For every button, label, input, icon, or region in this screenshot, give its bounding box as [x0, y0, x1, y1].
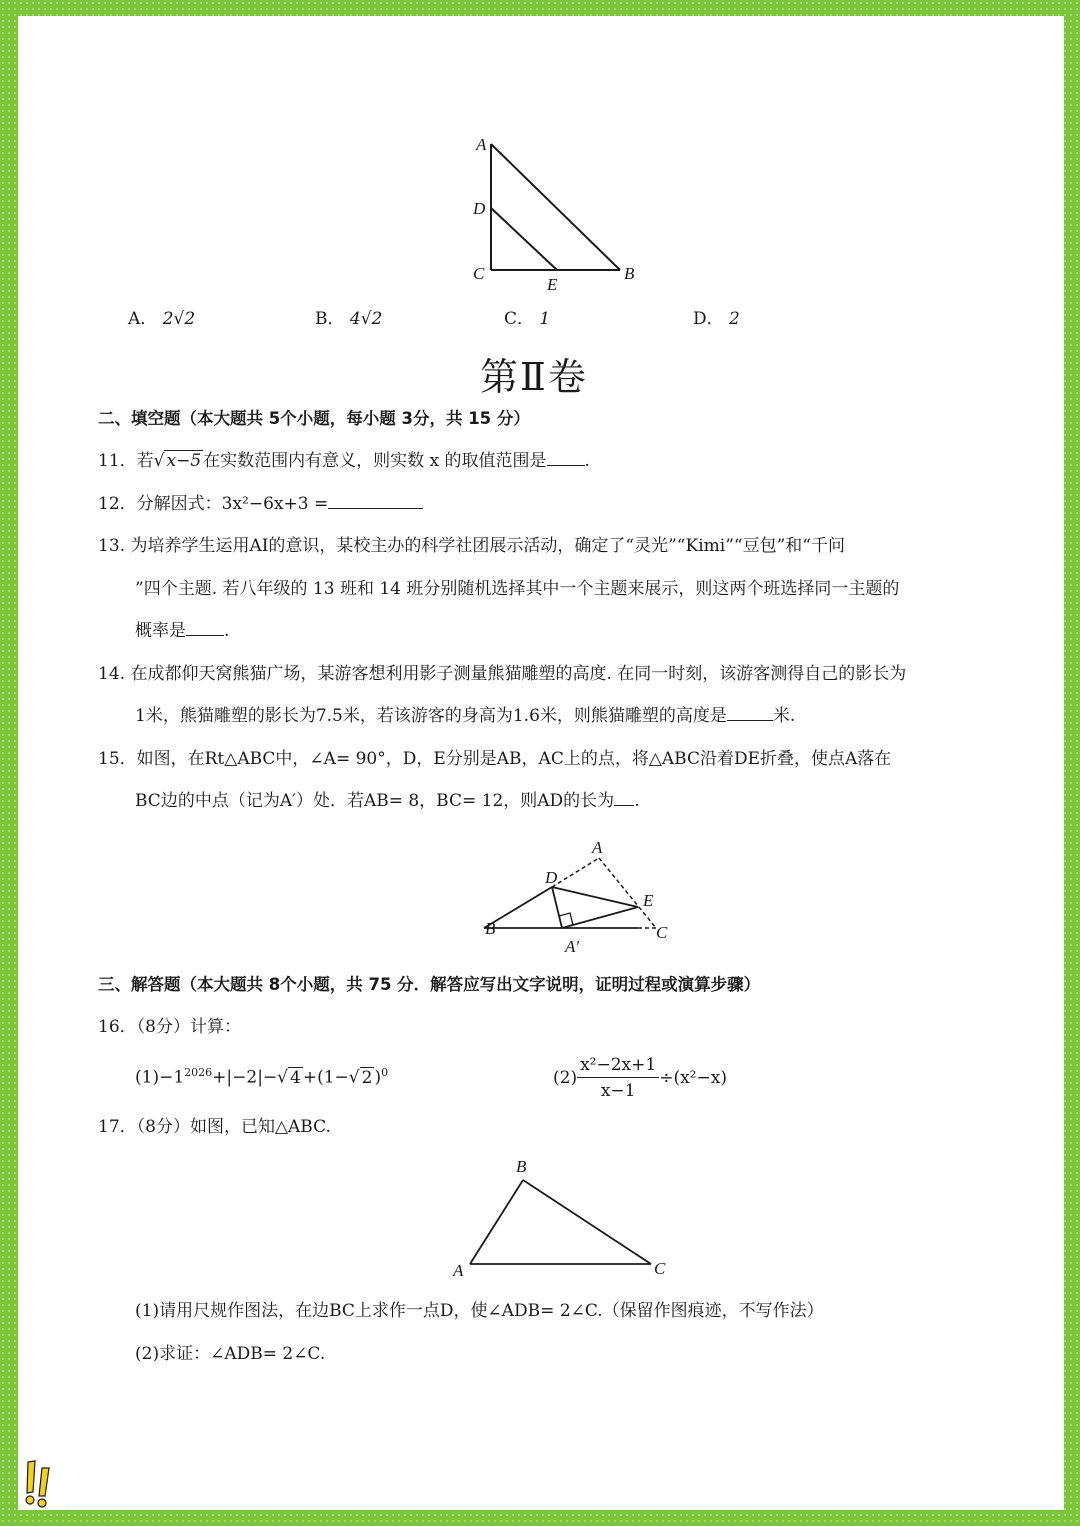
q16-part1-sqrt4-radicand: 4 [290, 1067, 301, 1088]
q10-segment-DE [491, 208, 557, 270]
q16-part1-exponent: 2026 [184, 1066, 213, 1079]
q15-end: . [634, 791, 640, 811]
q16-part1-sqrt2: √ 2 [348, 1067, 373, 1088]
q11-end: . [584, 451, 590, 471]
q16-part2 [553, 1055, 727, 1101]
q15-line1: 15．如图，在Rt△ABC中，∠A= 90°，D，E分别是AB，AC上的点，将△ABC沿着DE折叠，使点A落在 [98, 749, 892, 769]
q16-part2-denominator: x−1 [600, 1081, 636, 1101]
q10-option-d-value: 2 [729, 309, 740, 329]
q13-end: . [224, 621, 230, 641]
q10-label-B: B [624, 264, 635, 283]
q14-line2-text: 1米，熊猫雕塑的影长为7.5米，若该游客的身高为1.6米，则熊猫雕塑的高度是 [135, 706, 727, 726]
q16-part2-prefix: (2) [553, 1068, 578, 1088]
q10-option-c-value: 1 [539, 309, 551, 329]
q11-post: 在实数范围内有意义，则实数 x 的取值范围是 [203, 451, 547, 471]
q14-answer-blank[interactable] [727, 718, 773, 721]
q14-line1: 14. 在成都仰天窝熊猫广场，某游客想利用影子测量熊猫雕塑的高度. 在同一时刻，该游客测得自己的影长为 [98, 664, 907, 684]
q10-option-c-letter: C． [504, 309, 535, 329]
q10-figure [468, 134, 668, 314]
q15-label-C: C [656, 923, 668, 942]
q10-label-C: C [473, 264, 485, 283]
q16-part1-sqrt4: √ 4 [277, 1067, 301, 1088]
q15-label-B: B [485, 919, 496, 938]
q17-segment-AB [470, 1180, 523, 1264]
corner-exclaim-icon [22, 1458, 62, 1508]
q16-part1-abs: +|−2|− [212, 1067, 278, 1088]
q10-option-a-letter: A． [128, 309, 158, 329]
q15-line2 [135, 793, 640, 810]
q16-stem: 16．（8分）计算： [98, 1017, 241, 1037]
q10-option-c [504, 311, 550, 328]
q10-option-d [693, 311, 740, 328]
q17-label-B: B [516, 1157, 527, 1176]
q10-option-b-value: 4√2 [349, 309, 383, 329]
q10-option-a [128, 311, 195, 328]
q13-answer-blank[interactable] [186, 633, 224, 636]
q11-pre: 若 [136, 451, 154, 471]
q10-label-A: A [476, 135, 487, 154]
section3-heading: 三、解答题（本大题共 8个小题，共 75 分．解答应写出文字说明，证明过程或演算步骤） [98, 975, 761, 994]
q15-line2-text: BC边的中点（记为A′）处．若AB= 8，BC= 12，则AD的长为 [135, 791, 615, 811]
q10-segment-AB [491, 144, 620, 270]
q17-stem: 17．（8分）如图，已知△ABC. [98, 1117, 331, 1137]
q14-line2 [135, 708, 795, 725]
q10-option-a-value: 2√2 [162, 309, 196, 329]
q16-part2-rest: ÷(x²−x) [659, 1068, 727, 1088]
q13-line3 [135, 623, 229, 640]
q14-end: 米. [772, 706, 796, 726]
q11-radicand: x−5 [166, 451, 202, 471]
q10-option-b [315, 311, 382, 328]
q16-part1-prefix: (1) [135, 1067, 160, 1088]
q13-line1: 13. 为培养学生运用AI的意识，某校主办的科学社团展示活动，确定了“灵光”“Kimi”“豆包”和“千问 [98, 536, 845, 556]
q15-segment-DE [552, 887, 638, 907]
q15-label-A: A [592, 838, 603, 857]
q10-label-D: D [473, 199, 486, 218]
q11-number: 11． [98, 451, 137, 471]
q13-line2: ”四个主题. 若八年级的 13 班和 14 班分别随机选择其中一个主题来展示，则这两个班选择同一主题的 [135, 579, 900, 599]
q16-part1-exponent-zero: 0 [381, 1066, 389, 1079]
q17-part1: (1)请用尺规作图法，在边BC上求作一点D，使∠ADB= 2∠C.（保留作图痕迹，不写作法） [135, 1301, 824, 1321]
q15-label-D: D [545, 868, 558, 887]
q16-part1-term1: −1 [159, 1067, 185, 1088]
q17-figure [448, 1154, 688, 1284]
exam-page [18, 16, 1064, 1510]
q12-answer-blank[interactable] [328, 506, 423, 509]
q15-label-A-prime: A′ [565, 937, 580, 954]
q15-dashed-DA [552, 858, 599, 887]
q16-part2-fraction [577, 1055, 659, 1101]
q15-segment-DA1 [552, 887, 562, 928]
q10-option-b-letter: B． [315, 309, 345, 329]
section2-heading: 二、填空题（本大题共 5个小题，每小题 3分，共 15 分） [98, 409, 530, 428]
q11-sqrt: √ x−5 [153, 451, 202, 471]
q10-label-E: E [547, 275, 558, 294]
q11-answer-blank[interactable] [547, 463, 585, 466]
q17-label-A: A [453, 1261, 464, 1280]
q10-option-d-letter: D． [693, 309, 724, 329]
q16-part1-paren: +(1− [302, 1067, 349, 1088]
q16-part1-close: ) [374, 1067, 382, 1088]
q15-answer-blank[interactable] [614, 803, 634, 806]
q16-part1-sqrt2-radicand: 2 [361, 1067, 373, 1088]
q15-label-E: E [643, 891, 654, 910]
q12-number: 12． [98, 494, 137, 514]
q12-text: 分解因式：3x²−6x+3 = [136, 494, 329, 514]
q17-label-C: C [654, 1259, 666, 1278]
q13-line3-text: 概率是 [135, 621, 186, 641]
q15-figure [458, 836, 678, 954]
q17-part2: (2)求证：∠ADB= 2∠C. [135, 1344, 326, 1364]
q12 [98, 496, 423, 513]
q16-part1 [135, 1067, 388, 1087]
q11 [98, 453, 590, 470]
volume-title: 第Ⅱ卷 [480, 355, 588, 399]
q17-segment-BC [523, 1180, 651, 1264]
q16-part2-numerator: x²−2x+1 [577, 1055, 659, 1078]
